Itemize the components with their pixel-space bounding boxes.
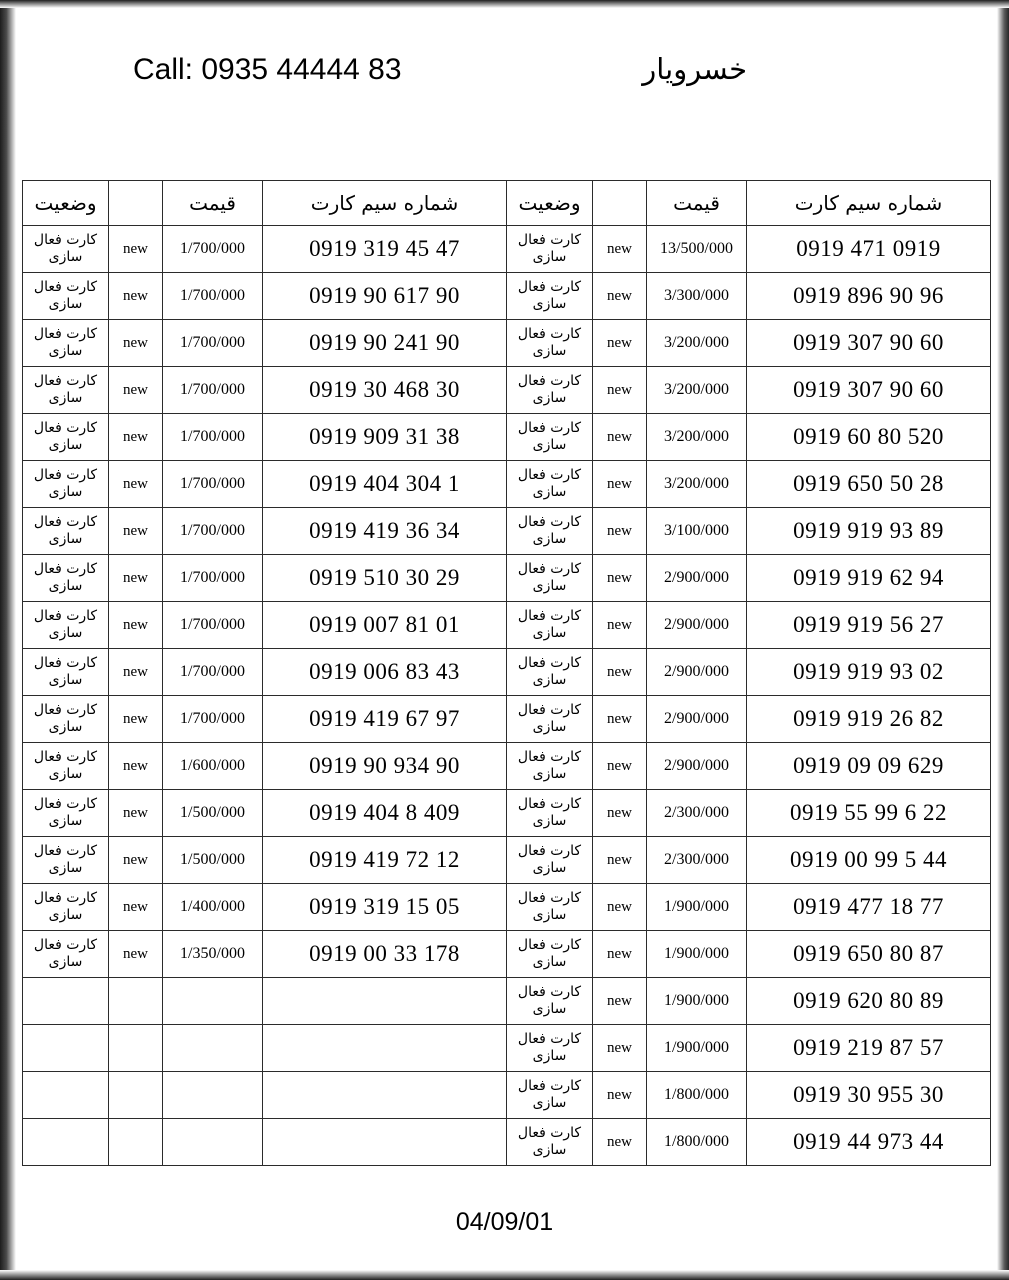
cell-price-right <box>163 1119 263 1166</box>
scan-edge-bottom <box>0 1270 1009 1280</box>
cell-condition-right: new <box>109 273 163 320</box>
table-row <box>23 743 991 790</box>
table-row <box>23 1072 991 1119</box>
cell-status-right <box>23 1072 109 1119</box>
cell-price-left: 2/300/000 <box>647 790 747 837</box>
table-row <box>23 367 991 414</box>
cell-status-right: کارت فعال سازی <box>23 602 109 649</box>
cell-price-left: 1/900/000 <box>647 931 747 978</box>
cell-price-left: 13/500/000 <box>647 226 747 273</box>
cell-status-left: کارت فعال سازی <box>507 273 593 320</box>
cell-status-right: کارت فعال سازی <box>23 508 109 555</box>
cell-price-right: 1/700/000 <box>163 555 263 602</box>
cell-price-right <box>163 978 263 1025</box>
cell-condition-right: new <box>109 837 163 884</box>
cell-status-right: کارت فعال سازی <box>23 884 109 931</box>
cell-sim-number-left: 0919 650 50 28 <box>747 461 991 508</box>
cell-price-left: 1/900/000 <box>647 978 747 1025</box>
table-row <box>23 555 991 602</box>
cell-condition-left: new <box>593 978 647 1025</box>
column-header-status-2: وضعیت <box>23 181 109 226</box>
cell-sim-number-right: 0919 90 241 90 <box>263 320 507 367</box>
cell-condition-left: new <box>593 508 647 555</box>
cell-condition-left: new <box>593 649 647 696</box>
cell-status-left: کارت فعال سازی <box>507 367 593 414</box>
scan-edge-right <box>997 0 1009 1280</box>
cell-condition-right: new <box>109 367 163 414</box>
cell-status-left: کارت فعال سازی <box>507 555 593 602</box>
cell-sim-number-left: 0919 650 80 87 <box>747 931 991 978</box>
cell-status-right: کارت فعال سازی <box>23 367 109 414</box>
cell-status-right: کارت فعال سازی <box>23 696 109 743</box>
cell-sim-number-right: 0919 90 934 90 <box>263 743 507 790</box>
cell-price-left: 3/100/000 <box>647 508 747 555</box>
cell-price-right: 1/700/000 <box>163 649 263 696</box>
table-body <box>23 226 991 1166</box>
cell-status-right: کارت فعال سازی <box>23 649 109 696</box>
cell-status-right <box>23 1025 109 1072</box>
cell-sim-number-left: 0919 55 99 6 22 <box>747 790 991 837</box>
cell-sim-number-right: 0919 909 31 38 <box>263 414 507 461</box>
cell-sim-number-right: 0919 419 72 12 <box>263 837 507 884</box>
cell-price-left: 1/900/000 <box>647 1025 747 1072</box>
table-row <box>23 508 991 555</box>
cell-status-left: کارت فعال سازی <box>507 1119 593 1166</box>
cell-sim-number-right: 0919 319 15 05 <box>263 884 507 931</box>
table-row <box>23 414 991 461</box>
cell-condition-left: new <box>593 555 647 602</box>
table-row <box>23 978 991 1025</box>
table-header <box>23 181 991 226</box>
cell-condition-right: new <box>109 226 163 273</box>
cell-status-right: کارت فعال سازی <box>23 837 109 884</box>
cell-sim-number-left: 0919 307 90 60 <box>747 320 991 367</box>
table-row <box>23 790 991 837</box>
column-header-price-2: قیمت <box>163 181 263 226</box>
cell-price-right: 1/700/000 <box>163 696 263 743</box>
cell-status-right: کارت فعال سازی <box>23 790 109 837</box>
cell-condition-right: new <box>109 743 163 790</box>
cell-condition-left: new <box>593 367 647 414</box>
cell-condition-right: new <box>109 555 163 602</box>
contact-phone: Call: 0935 44444 83 <box>133 53 402 86</box>
cell-price-right: 1/700/000 <box>163 320 263 367</box>
cell-price-right: 1/700/000 <box>163 508 263 555</box>
cell-price-right: 1/700/000 <box>163 226 263 273</box>
cell-condition-right: new <box>109 790 163 837</box>
cell-condition-right: new <box>109 602 163 649</box>
cell-condition-right: new <box>109 931 163 978</box>
cell-status-right: کارت فعال سازی <box>23 931 109 978</box>
cell-status-left: کارت فعال سازی <box>507 226 593 273</box>
table-header-row <box>23 181 991 226</box>
cell-sim-number-left: 0919 471 0919 <box>747 226 991 273</box>
column-header-number-2: شماره سیم کارت <box>263 181 507 226</box>
cell-sim-number-right <box>263 1119 507 1166</box>
cell-sim-number-right: 0919 404 8 409 <box>263 790 507 837</box>
cell-sim-number-left: 0919 620 80 89 <box>747 978 991 1025</box>
cell-price-right <box>163 1072 263 1119</box>
cell-sim-number-right: 0919 00 33 178 <box>263 931 507 978</box>
cell-condition-left: new <box>593 837 647 884</box>
cell-price-left: 3/200/000 <box>647 320 747 367</box>
cell-sim-number-right: 0919 007 81 01 <box>263 602 507 649</box>
cell-condition-left: new <box>593 790 647 837</box>
cell-status-left: کارت فعال سازی <box>507 461 593 508</box>
cell-sim-number-right: 0919 006 83 43 <box>263 649 507 696</box>
cell-sim-number-left: 0919 44 973 44 <box>747 1119 991 1166</box>
cell-sim-number-left: 0919 896 90 96 <box>747 273 991 320</box>
cell-status-left: کارت فعال سازی <box>507 931 593 978</box>
cell-condition-right: new <box>109 649 163 696</box>
cell-condition-right <box>109 1119 163 1166</box>
column-header-number-1: شماره سیم کارت <box>747 181 991 226</box>
sim-card-price-table <box>22 180 991 1166</box>
cell-price-left: 2/900/000 <box>647 602 747 649</box>
cell-sim-number-left: 0919 30 955 30 <box>747 1072 991 1119</box>
cell-status-right: کارت فعال سازی <box>23 226 109 273</box>
cell-price-left: 2/900/000 <box>647 555 747 602</box>
cell-status-left: کارت فعال سازی <box>507 978 593 1025</box>
cell-price-left: 3/200/000 <box>647 414 747 461</box>
cell-price-right: 1/350/000 <box>163 931 263 978</box>
cell-price-left: 1/900/000 <box>647 884 747 931</box>
cell-price-right: 1/700/000 <box>163 461 263 508</box>
cell-sim-number-right <box>263 1072 507 1119</box>
cell-price-right: 1/700/000 <box>163 273 263 320</box>
cell-sim-number-right: 0919 419 36 34 <box>263 508 507 555</box>
cell-status-left: کارت فعال سازی <box>507 320 593 367</box>
cell-sim-number-right <box>263 978 507 1025</box>
cell-condition-left: new <box>593 743 647 790</box>
cell-condition-left: new <box>593 602 647 649</box>
column-header-condition-2 <box>109 181 163 226</box>
cell-status-left: کارت فعال سازی <box>507 743 593 790</box>
cell-status-left: کارت فعال سازی <box>507 414 593 461</box>
cell-sim-number-left: 0919 219 87 57 <box>747 1025 991 1072</box>
cell-condition-left: new <box>593 461 647 508</box>
cell-sim-number-right: 0919 30 468 30 <box>263 367 507 414</box>
cell-price-right <box>163 1025 263 1072</box>
cell-condition-right <box>109 978 163 1025</box>
cell-sim-number-left: 0919 60 80 520 <box>747 414 991 461</box>
cell-status-left: کارت فعال سازی <box>507 649 593 696</box>
cell-status-right <box>23 978 109 1025</box>
cell-price-right: 1/400/000 <box>163 884 263 931</box>
cell-price-right: 1/500/000 <box>163 790 263 837</box>
cell-status-right: کارت فعال سازی <box>23 414 109 461</box>
cell-condition-right: new <box>109 414 163 461</box>
table-row <box>23 1025 991 1072</box>
cell-sim-number-right: 0919 419 67 97 <box>263 696 507 743</box>
cell-price-right: 1/700/000 <box>163 602 263 649</box>
table-row <box>23 884 991 931</box>
cell-price-left: 3/300/000 <box>647 273 747 320</box>
column-header-status-1: وضعیت <box>507 181 593 226</box>
cell-sim-number-left: 0919 09 09 629 <box>747 743 991 790</box>
cell-price-right: 1/500/000 <box>163 837 263 884</box>
cell-price-right: 1/600/000 <box>163 743 263 790</box>
table-row <box>23 461 991 508</box>
cell-sim-number-left: 0919 00 99 5 44 <box>747 837 991 884</box>
cell-status-left: کارت فعال سازی <box>507 602 593 649</box>
cell-status-left: کارت فعال سازی <box>507 790 593 837</box>
cell-price-left: 1/800/000 <box>647 1072 747 1119</box>
cell-sim-number-right <box>263 1025 507 1072</box>
cell-price-left: 2/900/000 <box>647 743 747 790</box>
cell-condition-right: new <box>109 320 163 367</box>
cell-status-right: کارت فعال سازی <box>23 461 109 508</box>
cell-condition-left: new <box>593 414 647 461</box>
cell-sim-number-right: 0919 510 30 29 <box>263 555 507 602</box>
cell-condition-right: new <box>109 508 163 555</box>
page-header <box>0 52 1009 106</box>
cell-condition-left: new <box>593 1119 647 1166</box>
table-row <box>23 320 991 367</box>
cell-condition-left: new <box>593 1025 647 1072</box>
cell-condition-left: new <box>593 320 647 367</box>
table-row <box>23 1119 991 1166</box>
cell-sim-number-right: 0919 90 617 90 <box>263 273 507 320</box>
cell-sim-number-right: 0919 404 304 1 <box>263 461 507 508</box>
scan-edge-left <box>0 0 16 1280</box>
cell-condition-right: new <box>109 884 163 931</box>
cell-condition-left: new <box>593 884 647 931</box>
cell-status-right: کارت فعال سازی <box>23 555 109 602</box>
cell-condition-right <box>109 1072 163 1119</box>
cell-status-left: کارت فعال سازی <box>507 837 593 884</box>
cell-price-left: 2/300/000 <box>647 837 747 884</box>
column-header-price-1: قیمت <box>647 181 747 226</box>
cell-condition-left: new <box>593 226 647 273</box>
cell-price-left: 3/200/000 <box>647 461 747 508</box>
cell-status-left: کارت فعال سازی <box>507 508 593 555</box>
cell-condition-right: new <box>109 696 163 743</box>
table-row <box>23 649 991 696</box>
cell-status-left: کارت فعال سازی <box>507 696 593 743</box>
cell-sim-number-left: 0919 919 93 02 <box>747 649 991 696</box>
cell-status-left: کارت فعال سازی <box>507 884 593 931</box>
cell-status-right <box>23 1119 109 1166</box>
scan-edge-top <box>0 0 1009 8</box>
cell-status-right: کارت فعال سازی <box>23 320 109 367</box>
cell-condition-left: new <box>593 696 647 743</box>
cell-condition-left: new <box>593 273 647 320</box>
cell-sim-number-left: 0919 919 93 89 <box>747 508 991 555</box>
cell-condition-left: new <box>593 1072 647 1119</box>
cell-sim-number-left: 0919 919 56 27 <box>747 602 991 649</box>
cell-sim-number-right: 0919 319 45 47 <box>263 226 507 273</box>
table-row <box>23 273 991 320</box>
cell-status-right: کارت فعال سازی <box>23 273 109 320</box>
cell-price-right: 1/700/000 <box>163 367 263 414</box>
cell-sim-number-left: 0919 919 62 94 <box>747 555 991 602</box>
cell-condition-right <box>109 1025 163 1072</box>
table-row <box>23 226 991 273</box>
table-row <box>23 696 991 743</box>
cell-condition-left: new <box>593 931 647 978</box>
footer-date: 04/09/01 <box>455 1208 554 1236</box>
cell-status-left: کارت فعال سازی <box>507 1072 593 1119</box>
cell-condition-right: new <box>109 461 163 508</box>
table-row <box>23 837 991 884</box>
cell-sim-number-left: 0919 477 18 77 <box>747 884 991 931</box>
cell-status-right: کارت فعال سازی <box>23 743 109 790</box>
cell-price-left: 1/800/000 <box>647 1119 747 1166</box>
brand-title: خسرویار <box>642 52 747 86</box>
column-header-condition-1 <box>593 181 647 226</box>
table-row <box>23 602 991 649</box>
cell-status-left: کارت فعال سازی <box>507 1025 593 1072</box>
cell-price-left: 3/200/000 <box>647 367 747 414</box>
cell-sim-number-left: 0919 307 90 60 <box>747 367 991 414</box>
table-row <box>23 931 991 978</box>
cell-price-left: 2/900/000 <box>647 649 747 696</box>
cell-sim-number-left: 0919 919 26 82 <box>747 696 991 743</box>
cell-price-left: 2/900/000 <box>647 696 747 743</box>
cell-price-right: 1/700/000 <box>163 414 263 461</box>
